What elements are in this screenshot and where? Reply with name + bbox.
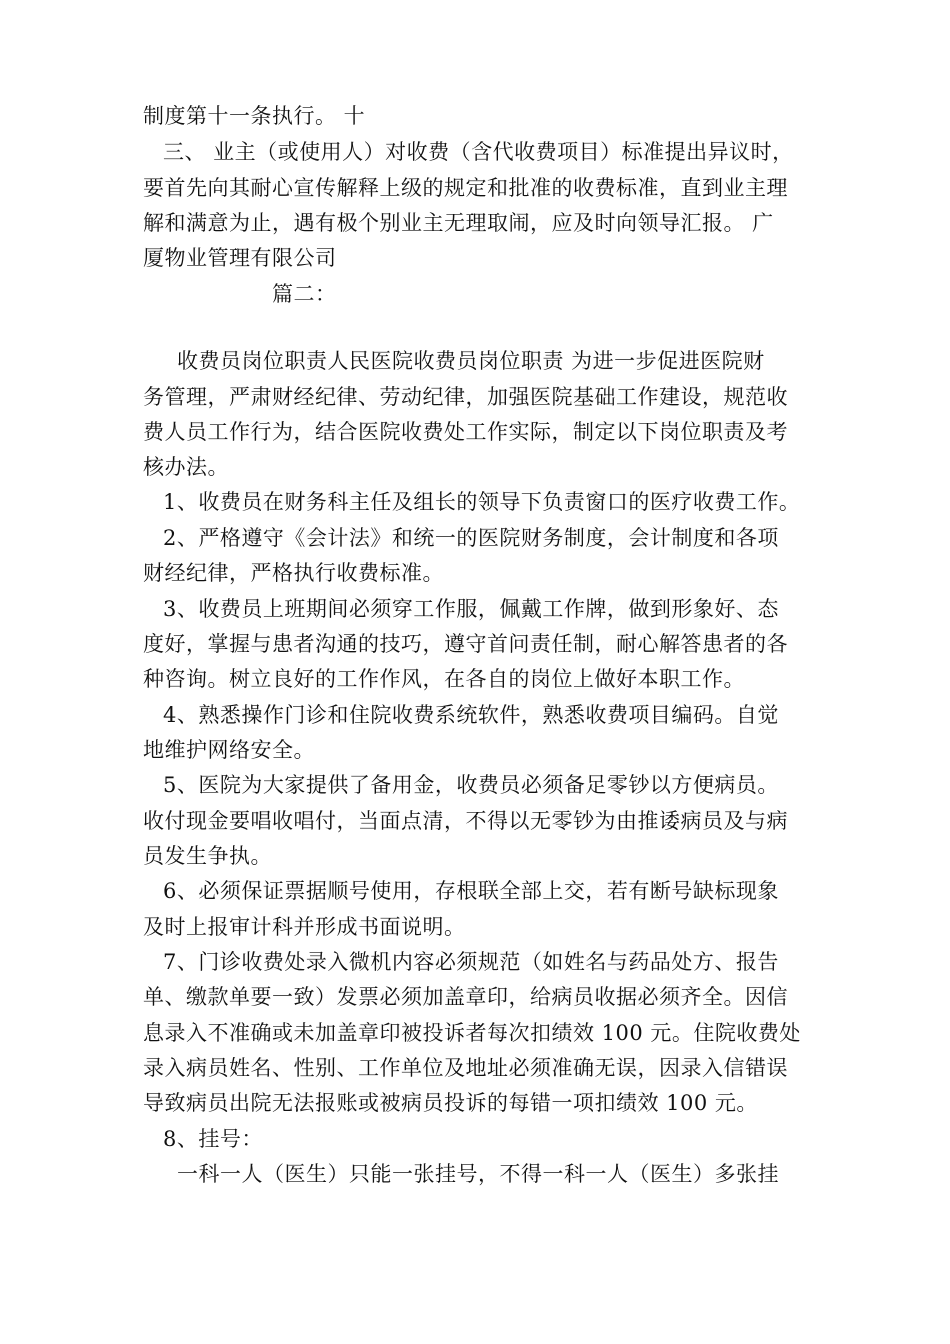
text-line: 息录入不准确或未加盖章印被投诉者每次扣绩效 100 元。住院收费处: [143, 1021, 801, 1045]
text-line: 及时上报审计科并形成书面说明。: [143, 915, 466, 939]
text-line: 解和满意为止，遇有极个别业主无理取闹，应及时向领导汇报。 广: [143, 211, 774, 235]
text-line: 种咨询。树立良好的工作作风，在各自的岗位上做好本职工作。: [143, 667, 745, 691]
text-line: 1、收费员在财务科主任及组长的领导下负责窗口的医疗收费工作。: [163, 490, 801, 514]
text-line: 8、挂号：: [163, 1127, 263, 1151]
text-line: 财经纪律，严格执行收费标准。: [143, 561, 444, 585]
text-line: 费人员工作行为，结合医院收费处工作实际，制定以下岗位职责及考: [143, 420, 788, 444]
text-line: 5、医院为大家提供了备用金，收费员必须备足零钞以方便病员。: [163, 773, 779, 797]
text-line: 度好，掌握与患者沟通的技巧，遵守首问责任制，耐心解答患者的各: [143, 632, 788, 656]
text-line: 7、门诊收费处录入微机内容必须规范（如姓名与药品处方、报告: [163, 950, 779, 974]
text-line: 厦物业管理有限公司: [143, 246, 337, 270]
text-line: 2、严格遵守《会计法》和统一的医院财务制度，会计制度和各项: [163, 526, 779, 550]
text-line: 单、缴款单要一致）发票必须加盖章印，给病员收据必须齐全。因信: [143, 985, 788, 1009]
text-line: 4、熟悉操作门诊和住院收费系统软件，熟悉收费项目编码。自觉: [163, 703, 779, 727]
text-line: 一科一人（医生）只能一张挂号，不得一科一人（医生）多张挂: [177, 1162, 779, 1186]
text-line: 地维护网络安全。: [143, 738, 315, 762]
text-line: 制度第十一条执行。 十: [143, 104, 366, 128]
text-line: 员发生争执。: [143, 844, 272, 868]
section-heading: 篇二：: [272, 282, 337, 306]
text-line: 3、收费员上班期间必须穿工作服，佩戴工作牌，做到形象好、态: [163, 597, 779, 621]
text-line: 录入病员姓名、性别、工作单位及地址必须准确无误，因录入信错误: [143, 1056, 788, 1080]
text-line: 要首先向其耐心宣传解释上级的规定和批准的收费标准，直到业主理: [143, 176, 788, 200]
text-line: 收费员岗位职责人民医院收费员岗位职责 为进一步促进医院财: [177, 349, 765, 373]
text-line: 核办法。: [143, 455, 229, 479]
text-line: 三、 业主（或使用人）对收费（含代收费项目）标准提出异议时，: [163, 140, 794, 164]
text-line: 务管理，严肃财经纪律、劳动纪律，加强医院基础工作建设，规范收: [143, 385, 788, 409]
text-line: 6、必须保证票据顺号使用，存根联全部上交，若有断号缺标现象: [163, 879, 779, 903]
text-line: 导致病员出院无法报账或被病员投诉的每错一项扣绩效 100 元。: [143, 1091, 758, 1115]
text-line: 收付现金要唱收唱付，当面点清，不得以无零钞为由推诿病员及与病: [143, 809, 788, 833]
